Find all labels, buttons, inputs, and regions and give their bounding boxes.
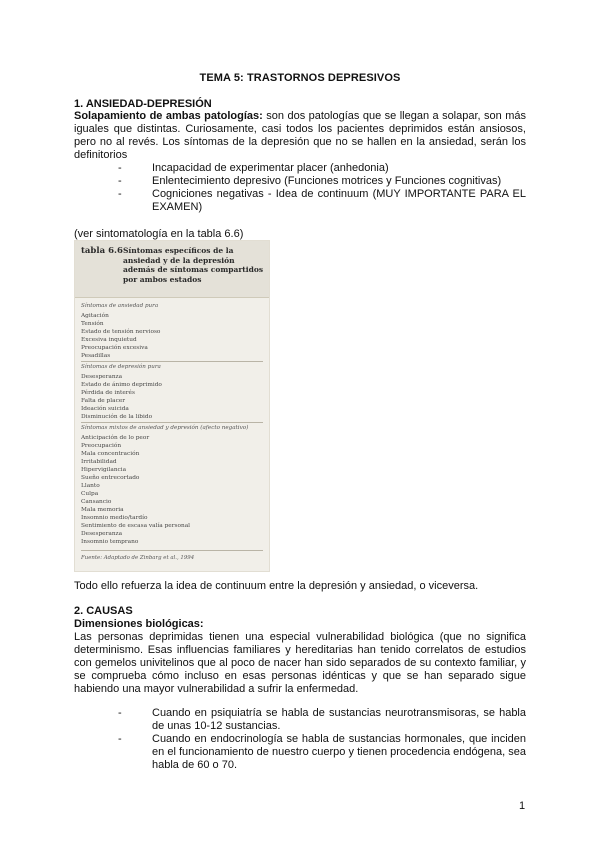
section-1-paragraph	[74, 110, 526, 162]
table-row: Excesiva inquietud	[81, 337, 137, 343]
table-row: Desesperanza	[81, 374, 123, 380]
table-row: Llanto	[81, 483, 100, 489]
table-row: Cansancio	[81, 499, 112, 505]
table-caption: (ver sintomatología en la tabla 6.6)	[74, 228, 244, 240]
table-row: Estado de tensión nervioso	[81, 329, 161, 335]
list-item	[118, 188, 526, 214]
table-row: Irritabilidad	[81, 459, 117, 465]
table-row: Preocupación	[81, 443, 122, 449]
bullet-dash: -	[118, 175, 122, 187]
section-2-subheading: Dimensiones biológicas:	[74, 618, 204, 630]
table-6-6-figure	[74, 240, 270, 572]
table-row: Sentimiento de escasa valía personal	[81, 523, 191, 529]
table-section-depression: Síntomas de depresión pura	[81, 364, 161, 370]
section-1-bullet-list	[118, 162, 526, 214]
section-2-bullet-list	[118, 707, 526, 772]
section-1-heading: 1. ANSIEDAD-DEPRESIÓN	[74, 98, 212, 110]
list-item-text: Cogniciones negativas - Idea de continuum (MUY IMPORTANTE PARA EL EXAMEN)	[152, 188, 526, 213]
table-row: Insomnio medio/tardío	[81, 515, 148, 521]
page-number: 1	[519, 800, 526, 812]
table-row: Agitación	[81, 313, 109, 319]
bullet-dash: -	[118, 162, 122, 174]
bullet-dash: -	[118, 707, 122, 719]
table-row: Disminución de la libido	[81, 414, 153, 420]
table-row: Insomnio temprano	[81, 539, 139, 545]
table-row: Preocupación excesiva	[81, 345, 148, 351]
table-row: Pesadillas	[81, 353, 111, 359]
table-row: Sueño entrecortado	[81, 475, 140, 481]
table-source: Fuente: Adaptado de Zinbarg et al., 1994	[81, 555, 195, 561]
section-1-closing: Todo ello refuerza la idea de continuum entre la depresión y ansiedad, o viceversa.	[74, 580, 479, 592]
table-divider	[81, 422, 263, 423]
list-item-text: Enlentecimiento depresivo (Funciones motrices y Funciones cognitivas)	[152, 175, 502, 187]
table-row: Anticipación de lo peor	[81, 435, 150, 441]
table-row: Falta de placer	[81, 398, 126, 404]
list-item-text: Cuando en endocrinología se habla de sustancias hormonales, que inciden en el funcionamiento de nuestro cuerpo y tienen procedencia endógena, sea habla de 60 o 70.	[152, 733, 526, 771]
table-row: Mala concentración	[81, 451, 140, 457]
bullet-dash: -	[118, 733, 122, 745]
list-item	[118, 733, 526, 772]
list-item-text: Cuando en psiquiatría se habla de sustancias neurotransmisoras, se habla de unas 10-12 sustancias.	[152, 707, 526, 732]
table-header	[75, 241, 269, 298]
section-2-heading: 2. CAUSAS	[74, 605, 133, 617]
table-row: Tensión	[81, 321, 104, 327]
table-title: Síntomas específicos de la ansiedad y de la depresión además de síntomas compartidos por ambos estados	[123, 246, 264, 284]
list-item-text: Incapacidad de experimentar placer (anhedonia)	[152, 162, 389, 174]
table-divider	[81, 361, 263, 362]
table-row: Mala memoria	[81, 507, 124, 513]
section-2-paragraph: Las personas deprimidas tienen una especial vulnerabilidad biológica (que no significa determinismo. Esas influencias familiares y hereditarias han tenido correlatos de estudios con gemelos univitelinos que al poco de nacer han sido separados de su contexto familiar, y se comprueba cómo incluso en esas personas idénticas y que se han separado sigue habiendo una mayor vulnerabilidad a sufrir la enfermedad.	[74, 631, 526, 695]
section-1-lead-bold: Solapamiento de ambas patologías:	[74, 110, 263, 122]
table-section-anxiety: Síntomas de ansiedad pura	[81, 303, 159, 309]
list-item	[118, 175, 526, 188]
table-row: Pérdida de interés	[81, 390, 135, 396]
table-section-mixed: Síntomas mixtos de ansiedad y depresión (afecto negativo)	[81, 425, 249, 431]
table-row: Hipervigilancia	[81, 467, 127, 473]
table-number: tabla 6.6	[81, 246, 123, 256]
document-title: TEMA 5: TRASTORNOS DEPRESIVOS	[199, 72, 401, 84]
table-row: Desesperanza	[81, 531, 123, 537]
table-divider	[81, 550, 263, 551]
list-item	[118, 707, 526, 733]
table-row: Estado de ánimo deprimido	[81, 382, 162, 388]
section-1-lead-text: son dos patologías que se llegan a solapar, son más iguales que distintas. Curiosamente, casi todos los pacientes deprimidos están ansiosos, pero no al revés. Los síntomas de la depresión que no se hallen en la ansiedad, serán los definitorios	[74, 110, 526, 161]
table-row: Ideación suicida	[81, 406, 129, 412]
table-row: Culpa	[81, 491, 99, 497]
list-item	[118, 162, 526, 175]
bullet-dash: -	[118, 188, 122, 200]
